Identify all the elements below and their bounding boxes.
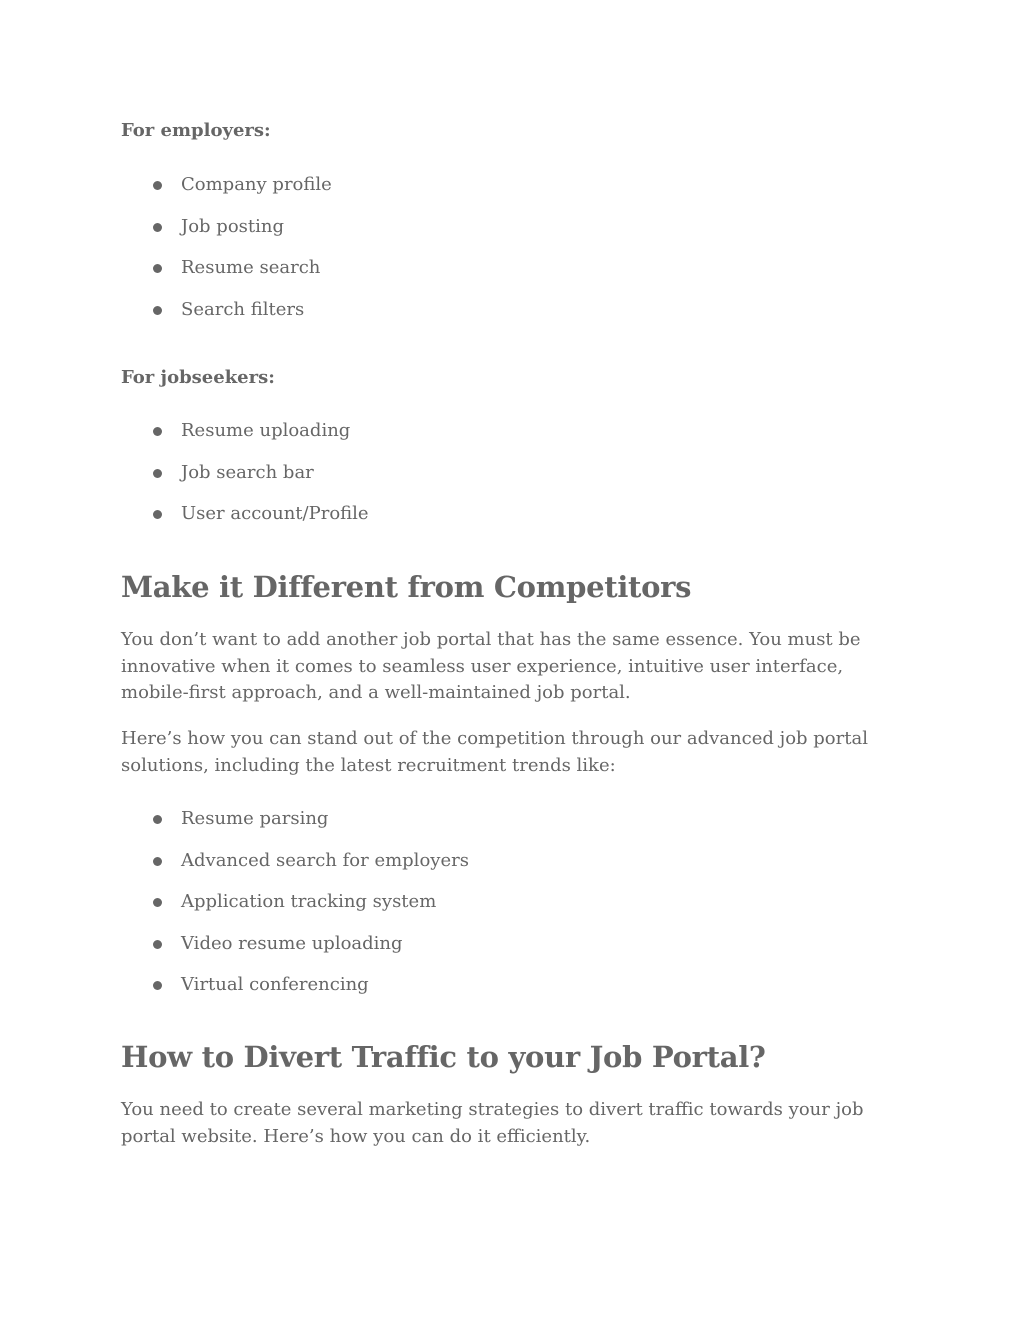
bullet-icon [153, 469, 162, 478]
list-item-text: Application tracking system [181, 891, 437, 912]
bullet-icon [153, 427, 162, 436]
list-item-text: Resume uploading [181, 420, 351, 441]
list-item [121, 461, 369, 503]
bullet-icon [153, 857, 162, 866]
list-item-text: Advanced search for employers [181, 849, 469, 871]
bullet-icon [153, 181, 162, 190]
jobseekers-list [121, 419, 369, 544]
list-item [121, 215, 332, 257]
bullet-icon [153, 898, 162, 907]
list-item [121, 973, 469, 1015]
list-item [121, 932, 469, 974]
list-item [121, 890, 469, 932]
list-item-text: Resume parsing [181, 808, 329, 829]
employers-list [121, 173, 332, 339]
list-item-text: Job search bar [181, 461, 314, 483]
bullet-icon [153, 981, 162, 990]
employers-label: For employers: [121, 120, 271, 141]
different-heading: Make it Different from Competitors [121, 570, 692, 604]
list-item-text: Search filters [181, 298, 305, 320]
different-paragraph-2: Here’s how you can stand out of the competition through our advanced job portal solutions, including the latest recruitment trends like: [121, 728, 868, 776]
list-item [121, 298, 332, 340]
list-item-text: Job posting [181, 215, 284, 237]
bullet-icon [153, 815, 162, 824]
list-item-text: Virtual conferencing [181, 974, 369, 995]
list-item-text: Resume search [181, 257, 321, 278]
list-item [121, 807, 469, 849]
different-paragraph-1: You don’t want to add another job portal that has the same essence. You must be innovative when it comes to seamless user experience, intuitive user interface, mobile-first approach, and a well-maintained job portal. [121, 629, 861, 703]
bullet-icon [153, 264, 162, 273]
trends-list [121, 807, 469, 1015]
list-item [121, 256, 332, 298]
list-item-text: Video resume uploading [181, 932, 403, 954]
bullet-icon [153, 510, 162, 519]
jobseekers-label: For jobseekers: [121, 367, 275, 388]
bullet-icon [153, 306, 162, 315]
traffic-heading: How to Divert Traffic to your Job Portal? [121, 1040, 766, 1074]
list-item [121, 502, 369, 544]
list-item-text: Company profile [181, 174, 332, 195]
traffic-paragraph: You need to create several marketing strategies to divert traffic towards your job portal website. Here’s how you can do it efficiently. [121, 1099, 864, 1147]
bullet-icon [153, 223, 162, 232]
list-item [121, 173, 332, 215]
bullet-icon [153, 940, 162, 949]
list-item [121, 849, 469, 891]
list-item [121, 419, 369, 461]
list-item-text: User account/Profile [181, 503, 369, 524]
